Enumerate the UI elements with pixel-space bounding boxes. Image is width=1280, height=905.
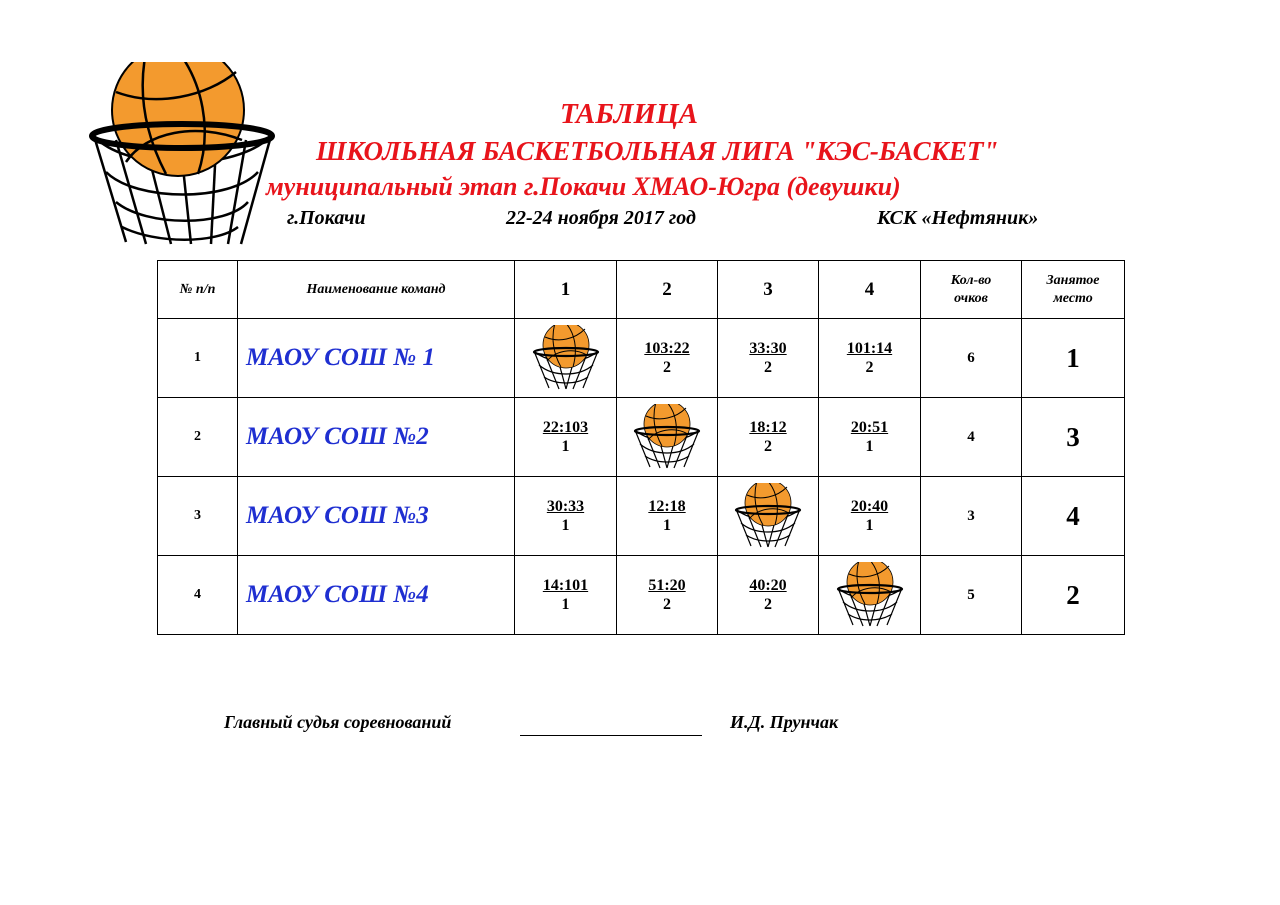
header-place-line1: Занятое (1046, 272, 1100, 288)
match-score: 40:20 (749, 577, 787, 594)
match-score: 18:12 (749, 419, 787, 436)
match-result-cell (617, 556, 718, 635)
match-result-cell (819, 477, 921, 556)
header-index: № п/п (158, 261, 238, 319)
header-place-line2: место (1053, 290, 1093, 306)
final-place: 3 (1022, 398, 1125, 477)
diagonal-cell (819, 556, 921, 635)
match-result-cell (515, 556, 617, 635)
final-place: 1 (1022, 319, 1125, 398)
match-score: 103:22 (644, 340, 690, 357)
match-points: 1 (865, 517, 874, 534)
match-score: 33:30 (749, 340, 787, 357)
table-row (158, 398, 1125, 477)
diagonal-cell (515, 319, 617, 398)
header-col-1: 1 (515, 261, 617, 319)
match-score: 101:14 (846, 340, 893, 357)
row-index: 4 (158, 556, 238, 635)
diagonal-cell (617, 398, 718, 477)
basketball-hoop-icon (531, 325, 601, 391)
match-points: 2 (663, 596, 671, 613)
match-points: 1 (561, 596, 570, 613)
match-points: 1 (663, 517, 671, 534)
total-points: 6 (921, 319, 1022, 398)
final-place: 4 (1022, 477, 1125, 556)
row-index: 2 (158, 398, 238, 477)
match-points: 2 (764, 359, 772, 376)
match-score: 12:18 (648, 498, 686, 515)
header-col-3: 3 (718, 261, 819, 319)
match-result-cell (718, 319, 819, 398)
header-col-2: 2 (617, 261, 718, 319)
match-score: 14:101 (542, 577, 589, 594)
judge-name: И.Д. Прунчак (730, 712, 839, 732)
judge-label: Главный судья соревнований (224, 712, 452, 732)
header-col-4: 4 (819, 261, 921, 319)
table-row (158, 477, 1125, 556)
match-points: 2 (865, 359, 874, 376)
team-name: МАОУ СОШ №4 (238, 556, 515, 635)
match-score: 51:20 (648, 577, 686, 594)
team-name: МАОУ СОШ № 1 (238, 319, 515, 398)
match-result-cell (819, 319, 921, 398)
match-points: 1 (561, 438, 570, 455)
header-points (921, 261, 1022, 319)
match-points: 2 (663, 359, 671, 376)
match-result-cell (617, 319, 718, 398)
league-name: ШКОЛЬНАЯ БАСКЕТБОЛЬНАЯ ЛИГА "КЭС-БАСКЕТ" (316, 136, 999, 166)
match-score: 30:33 (546, 498, 585, 515)
signature-line (520, 735, 702, 736)
dates: 22-24 ноября 2017 год (506, 207, 696, 229)
basketball-hoop-logo-icon (86, 62, 276, 247)
match-points: 1 (865, 438, 874, 455)
basketball-hoop-icon (733, 483, 803, 549)
header-team-name: Наименование команд (238, 261, 515, 319)
stage-name: муниципальный этап г.Покачи ХМАО-Югра (девушки) (266, 172, 901, 201)
basketball-hoop-icon (632, 404, 702, 470)
basketball-hoop-icon (835, 562, 905, 628)
city: г.Покачи (287, 207, 366, 229)
page-title: ТАБЛИЦА (560, 98, 699, 130)
match-result-cell (819, 398, 921, 477)
header-row (158, 261, 1125, 319)
match-result-cell (718, 556, 819, 635)
row-index: 3 (158, 477, 238, 556)
table-row (158, 319, 1125, 398)
match-result-cell (617, 477, 718, 556)
total-points: 3 (921, 477, 1022, 556)
total-points: 5 (921, 556, 1022, 635)
team-name: МАОУ СОШ №3 (238, 477, 515, 556)
header-place (1022, 261, 1125, 319)
match-score: 20:51 (850, 419, 889, 436)
team-name: МАОУ СОШ №2 (238, 398, 515, 477)
match-points: 2 (764, 438, 772, 455)
final-place: 2 (1022, 556, 1125, 635)
table-row (158, 556, 1125, 635)
header-points-line2: очков (954, 290, 988, 306)
diagonal-cell (718, 477, 819, 556)
match-result-cell (515, 398, 617, 477)
row-index: 1 (158, 319, 238, 398)
total-points: 4 (921, 398, 1022, 477)
match-result-cell (718, 398, 819, 477)
venue: КСК «Нефтяник» (877, 207, 1039, 229)
match-result-cell (515, 477, 617, 556)
header-points-line1: Кол-во (950, 272, 992, 288)
match-points: 1 (561, 517, 570, 534)
match-score: 22:103 (542, 419, 589, 436)
results-table (157, 260, 1125, 635)
match-score: 20:40 (850, 498, 889, 515)
match-points: 2 (764, 596, 772, 613)
